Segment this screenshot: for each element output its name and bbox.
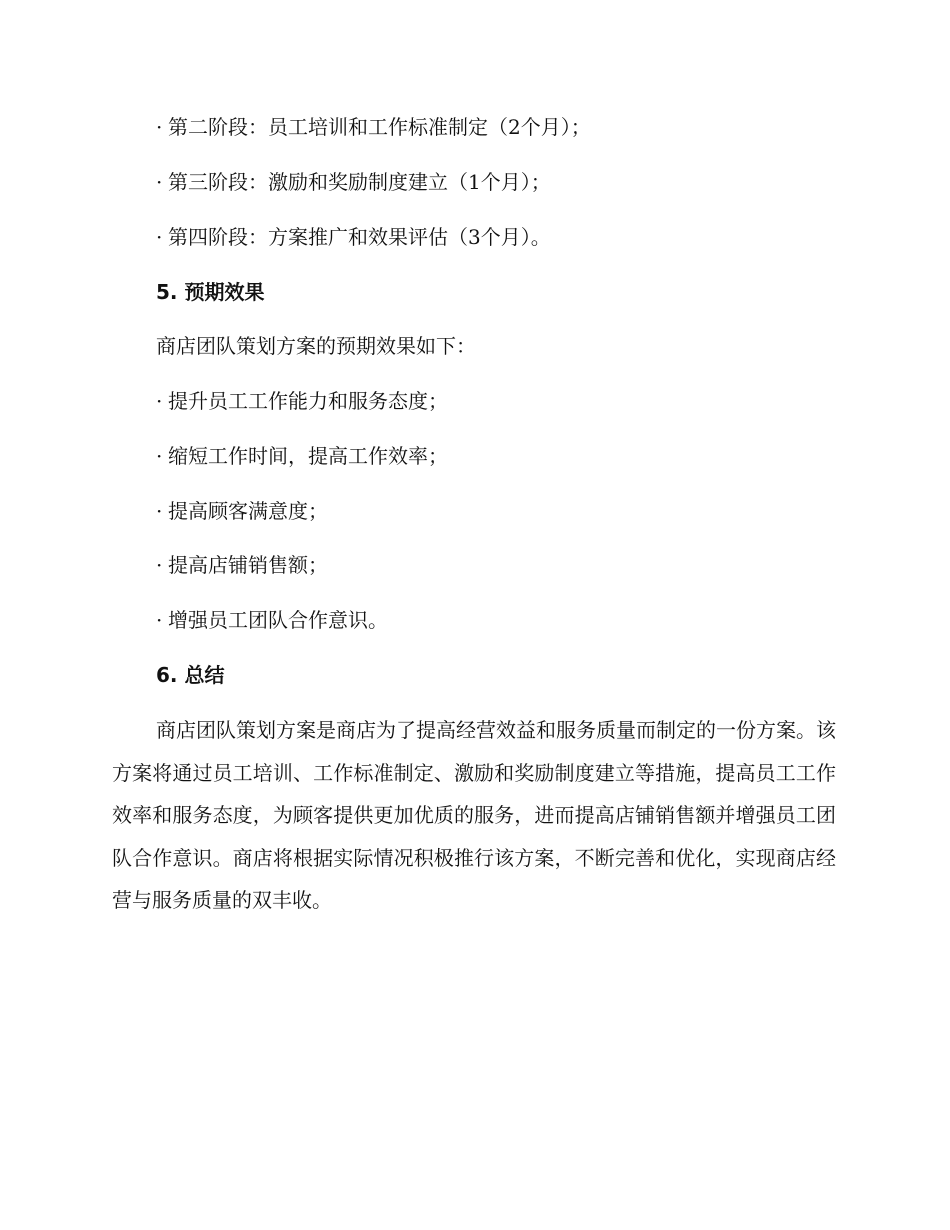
effect-item-5	[156, 606, 388, 634]
effect-item-text: 提高店铺销售额；	[168, 553, 328, 577]
bullet-dot: ·	[156, 389, 163, 413]
stage-item-3	[156, 168, 551, 196]
bullet-dot: ·	[156, 225, 163, 249]
bullet-dot: ·	[156, 553, 163, 577]
section-6-heading: 6. 总结	[156, 663, 225, 687]
stage-item-text: 第四阶段：方案推广和效果评估（3个月）。	[168, 225, 551, 249]
bullet-dot: ·	[156, 170, 163, 194]
stage-item-4	[156, 223, 551, 251]
bullet-dot: ·	[156, 115, 163, 139]
section-5-intro: 商店团队策划方案的预期效果如下：	[156, 334, 476, 358]
summary-paragraph: 商店团队策划方案是商店为了提高经营效益和服务质量而制定的一份方案。该方案将通过员工培训、工作标准制定、激励和奖励制度建立等措施，提高员工工作效率和服务态度，为顾客提供更加优质的服务，进而提高店铺销售额并增强员工团队合作意识。商店将根据实际情况积极推行该方案，不断完善和优化，实现商店经营与服务质量的双丰收。	[112, 718, 836, 912]
effect-item-text: 提高顾客满意度；	[168, 499, 328, 523]
effect-item-text: 提升员工工作能力和服务态度；	[168, 389, 448, 413]
stage-item-text: 第二阶段：员工培训和工作标准制定（2个月）；	[168, 115, 591, 139]
stage-item-2	[156, 113, 591, 141]
effect-item-1	[156, 387, 448, 415]
bullet-dot: ·	[156, 499, 163, 523]
stage-item-text: 第三阶段：激励和奖励制度建立（1个月）；	[168, 170, 551, 194]
bullet-dot: ·	[156, 608, 163, 632]
effect-item-text: 增强员工团队合作意识。	[168, 608, 388, 632]
bullet-dot: ·	[156, 444, 163, 468]
effect-item-3	[156, 497, 328, 525]
effect-item-4	[156, 551, 328, 579]
effect-item-2	[156, 442, 448, 470]
section-5-heading: 5. 预期效果	[156, 280, 265, 304]
effect-item-text: 缩短工作时间，提高工作效率；	[168, 444, 448, 468]
